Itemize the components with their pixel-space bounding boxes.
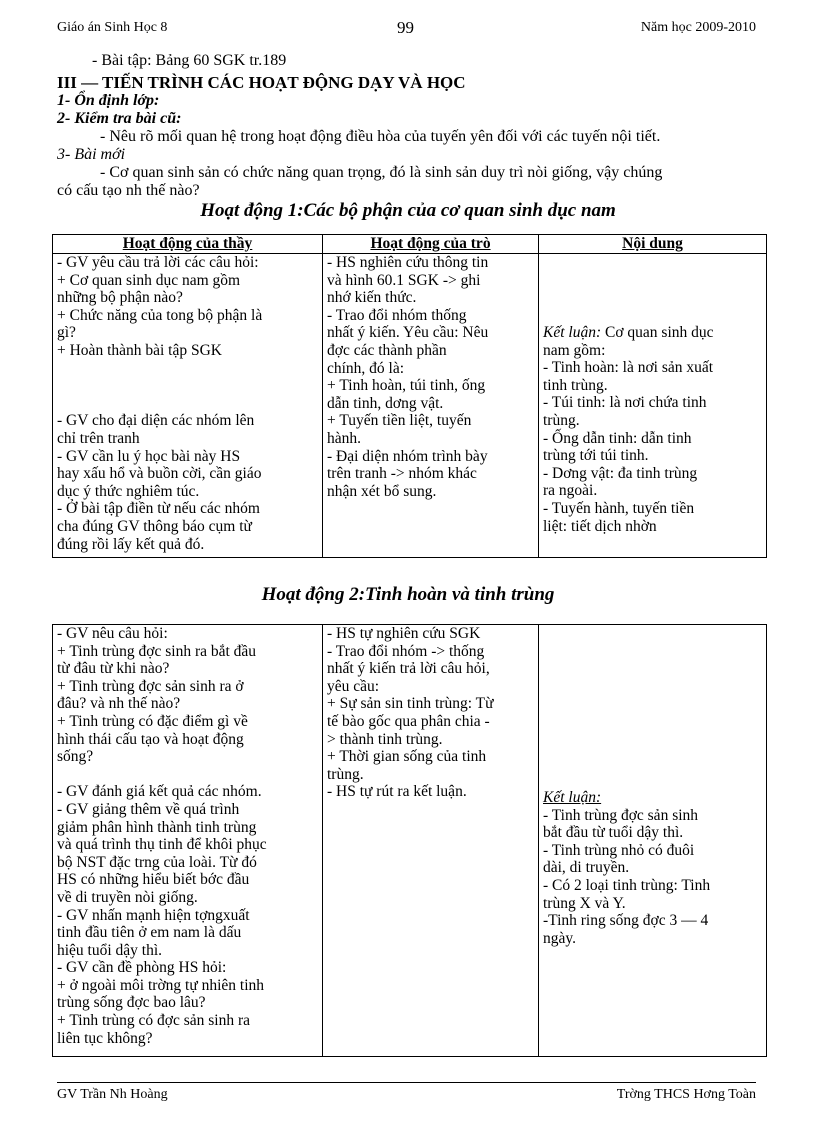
footer-school: Trờng THCS Hơng Toàn <box>616 1087 756 1102</box>
step-3-text-2: có cấu tạo nh thế nào? <box>57 182 200 199</box>
student-line: + Sự sản sin tinh trùng: Từ <box>327 695 494 713</box>
content-line: - Ống dẫn tinh: dẫn tinh <box>543 429 692 447</box>
content-line: trùng. <box>543 411 580 429</box>
teacher-line: - GV nhấn mạnh hiện tợngxuất <box>57 906 250 924</box>
header-content: Nội dung <box>539 235 767 254</box>
student-line: yêu cầu: <box>327 677 380 695</box>
content-line: - Tinh hoàn: là nơi sản xuất <box>543 359 714 377</box>
teacher-line: - GV cần đề phòng HS hỏi: <box>57 959 227 977</box>
header-right: Năm học 2009-2010 <box>640 20 756 35</box>
teacher-line: + Tinh trùng có đợc sản sinh ra <box>57 1012 251 1030</box>
teacher-line: đâu? và nh thế nào? <box>57 695 181 713</box>
content-line: trùng tới túi tinh. <box>543 447 649 465</box>
student-line: nhận xét bổ sung. <box>327 482 437 500</box>
content-line: liệt: tiết dịch nhờn <box>543 517 657 535</box>
student-line: + Thời gian sống của tinh <box>327 748 487 766</box>
activity-1-table <box>52 234 767 558</box>
student-line: - HS nghiên cứu thông tin <box>327 254 489 271</box>
teacher-line: đúng rồi lấy kết quả đó. <box>57 535 205 553</box>
teacher-line: + ở ngoài môi trờng tự nhiên tinh <box>57 976 265 994</box>
activity-1-student-cell <box>323 254 539 558</box>
content-line: Cơ quan sinh dục <box>601 324 714 341</box>
student-line: - Đại diện nhóm trình bày <box>327 447 488 465</box>
teacher-line <box>57 377 318 395</box>
exercise-line: - Bài tập: Bảng 60 SGK tr.189 <box>92 52 287 69</box>
student-line: > thành tinh trùng. <box>327 730 443 748</box>
header-teacher: Hoạt động của thầy <box>53 235 323 254</box>
teacher-line: + Cơ quan sinh dục nam gồm <box>57 271 241 289</box>
page-number: 99 <box>397 18 414 37</box>
step-1: 1- Ổn định lớp: <box>57 92 160 109</box>
content-line: dài, di truyền. <box>543 859 630 877</box>
conclusion-label: Kết luận: <box>543 789 602 806</box>
teacher-line: hay xấu hổ và buồn cời, cần giáo <box>57 465 262 483</box>
step-2: 2- Kiểm tra bài cũ: <box>57 110 182 127</box>
activity-2-content-cell <box>539 625 767 1057</box>
teacher-line: và quá trình thụ tinh để khôi phục <box>57 836 267 854</box>
teacher-line: chỉ trên tranh <box>57 429 140 447</box>
teacher-line <box>57 395 318 413</box>
student-line: - HS tự nghiên cứu SGK <box>327 625 481 642</box>
teacher-line: + Tinh trùng đợc sinh ra bắt đầu <box>57 642 257 660</box>
content-line: - Dơng vật: đa tinh trùng <box>543 464 698 482</box>
teacher-line: liên tục không? <box>57 1029 153 1047</box>
activity-2-student-cell <box>323 625 539 1057</box>
content-line: nam gồm: <box>543 341 606 359</box>
step-2-text: - Nêu rõ mối quan hệ trong hoạt động điều hòa của tuyến yên đối với các tuyến nội tiết. <box>100 128 661 145</box>
teacher-line: từ đâu từ khi nào? <box>57 660 170 678</box>
student-line: - Trao đổi nhóm -> thống <box>327 642 485 660</box>
student-line: chính, đó là: <box>327 359 405 377</box>
student-line: hành. <box>327 429 362 447</box>
content-line: ra ngoài. <box>543 482 598 500</box>
content-line: - Túi tinh: là nơi chứa tinh <box>543 394 707 412</box>
teacher-line: bộ NST đặc trng của loài. Từ đó <box>57 853 257 871</box>
content-line: - Có 2 loại tinh trùng: Tinh <box>543 876 711 894</box>
teacher-line: gì? <box>57 324 76 342</box>
student-line: trùng. <box>327 765 364 783</box>
teacher-line: - GV đánh giá kết quả các nhóm. <box>57 783 262 801</box>
student-line: dẫn tinh, dơng vật. <box>327 394 444 412</box>
teacher-line: giảm phân hình thành tinh trùng <box>57 818 257 836</box>
teacher-line: hiệu tuổi dậy thì. <box>57 941 163 959</box>
teacher-line: - GV yêu cầu trả lời các câu hỏi: <box>57 254 259 271</box>
conclusion-label: Kết luận: <box>543 324 602 341</box>
section-heading: III — TIẾN TRÌNH CÁC HOẠT ĐỘNG DẠY VÀ HỌC <box>57 73 466 92</box>
activity-2-table <box>52 624 767 1057</box>
teacher-line: sống? <box>57 748 94 766</box>
step-3: 3- Bài mới <box>57 146 126 163</box>
student-line: đợc các thành phần <box>327 341 447 359</box>
teacher-line: + Tinh trùng đợc sản sinh ra ở <box>57 677 244 695</box>
teacher-line: - GV cần lu ý học bài này HS <box>57 447 241 465</box>
teacher-line: cha đúng GV thông báo cụm từ <box>57 517 252 535</box>
teacher-line: tinh đầu tiên ở em nam là dấu <box>57 924 242 942</box>
teacher-line: hình thái cấu tạo và hoạt động <box>57 730 244 748</box>
student-line: nhớ kiến thức. <box>327 289 417 307</box>
header-student: Hoạt động của trò <box>323 235 539 254</box>
step-3-text-1: - Cơ quan sinh sản có chức năng quan trọng, đó là sinh sản duy trì nòi giống, vậy chúng <box>100 164 663 181</box>
teacher-line: + Tinh trùng có đặc điểm gì về <box>57 712 248 730</box>
teacher-line: dục ý thức nghiêm túc. <box>57 482 200 500</box>
activity-1-content-cell <box>539 254 767 558</box>
teacher-line: - GV nêu câu hỏi: <box>57 625 168 642</box>
teacher-line: + Chức năng của tong bộ phận là <box>57 306 263 324</box>
student-line: - Trao đổi nhóm thống <box>327 306 467 324</box>
content-line: bắt đầu từ tuổi dậy thì. <box>543 824 684 842</box>
activity-1-title: Hoạt động 1:Các bộ phận của cơ quan sinh dục nam <box>200 200 616 221</box>
content-line: - Tuyến hành, tuyến tiền <box>543 499 695 517</box>
student-line: - HS tự rút ra kết luận. <box>327 783 467 801</box>
teacher-line: những bộ phận nào? <box>57 289 183 307</box>
student-line: trên tranh -> nhóm khác <box>327 465 477 483</box>
teacher-line <box>57 360 318 378</box>
header-left: Giáo án Sinh Học 8 <box>57 20 168 35</box>
teacher-line: trùng sống đợc bao lâu? <box>57 994 206 1012</box>
student-line: + Tuyến tiền liệt, tuyến <box>327 412 472 430</box>
teacher-line: HS có những hiểu biết bớc đầu <box>57 871 250 889</box>
teacher-line: - Ở bài tập điền từ nếu các nhóm <box>57 500 260 518</box>
student-line: + Tinh hoàn, túi tinh, ống <box>327 377 486 395</box>
content-line: - Tinh trùng đợc sản sinh <box>543 806 699 824</box>
student-line: tế bào gốc qua phân chia - <box>327 712 490 730</box>
content-line: - Tinh trùng nhỏ có đuôi <box>543 841 695 859</box>
activity-2-title: Hoạt động 2:Tinh hoàn và tinh trùng <box>261 584 555 605</box>
teacher-line: về di truyền nòi giống. <box>57 888 198 906</box>
activity-1-teacher-cell <box>53 254 323 558</box>
content-line: tinh trùng. <box>543 376 608 394</box>
content-line: -Tinh ring sống đợc 3 — 4 <box>543 912 709 930</box>
teacher-line: - GV giảng thêm về quá trình <box>57 800 240 818</box>
content-line: ngày. <box>543 929 576 947</box>
footer-rule <box>57 1082 756 1083</box>
teacher-line: + Hoàn thành bài tập SGK <box>57 341 223 359</box>
student-line: nhất ý kiến trả lời câu hỏi, <box>327 660 490 678</box>
activity-2-teacher-cell <box>53 625 323 1057</box>
teacher-line: - GV cho đại diện các nhóm lên <box>57 412 255 430</box>
teacher-line <box>57 766 318 784</box>
content-line: trùng X và Y. <box>543 894 626 912</box>
footer-teacher: GV Trần Nh Hoàng <box>57 1087 168 1102</box>
student-line: nhất ý kiến. Yêu cầu: Nêu <box>327 324 489 342</box>
student-line: và hình 60.1 SGK -> ghi <box>327 271 481 289</box>
